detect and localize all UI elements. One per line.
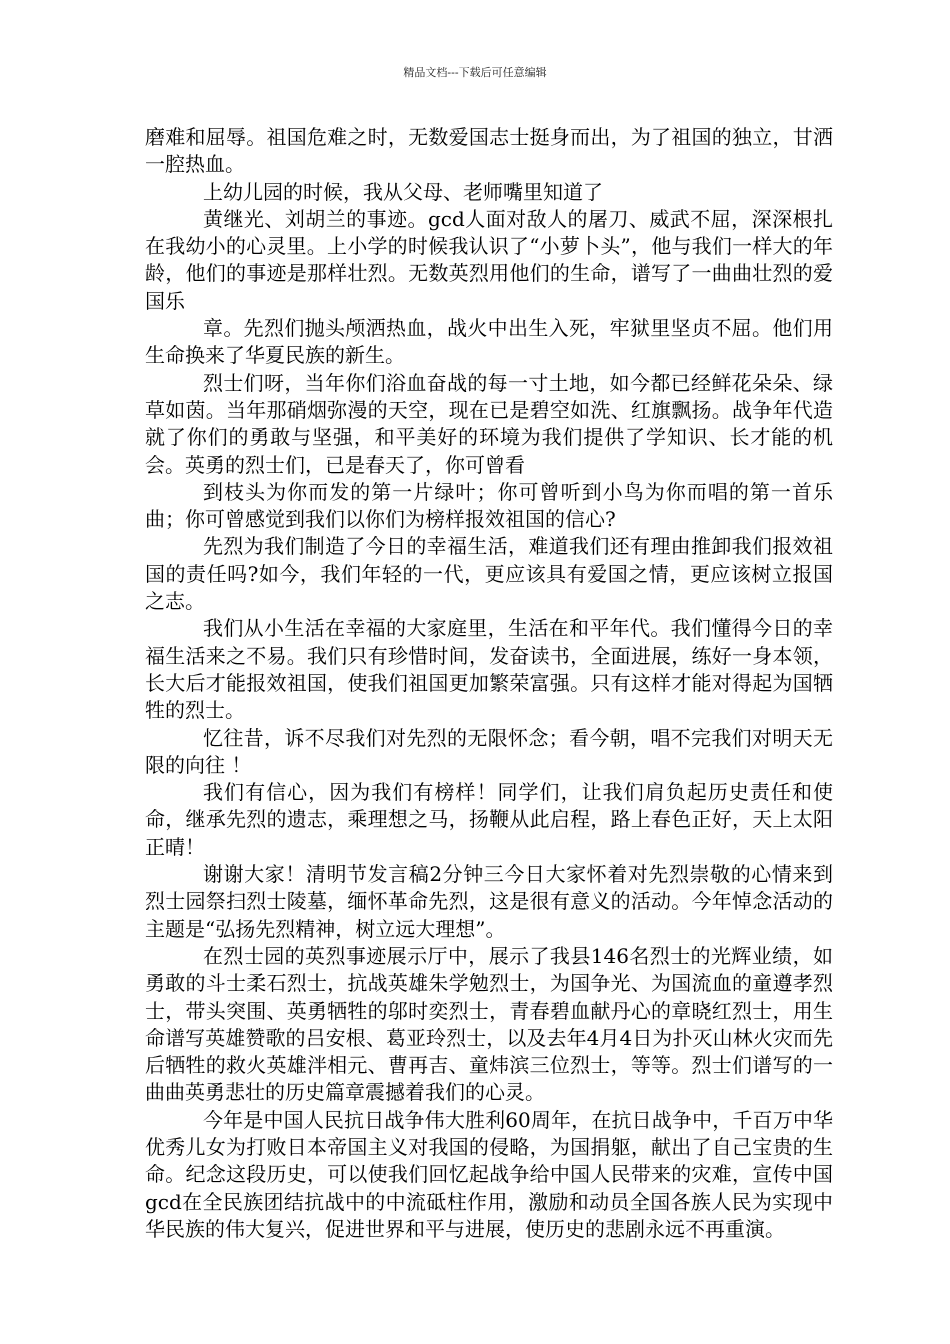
paragraph: 上幼儿园的时候，我从父母、老师嘴里知道了 — [203, 179, 603, 204]
paragraph: 到枝头为你而发的第一片绿叶；你可曾听到小鸟为你而唱的第一首乐曲；你可曾感觉到我们以你们为榜样报效祖国的信心? — [145, 479, 833, 532]
paragraph: 磨难和屈辱。祖国危难之时，无数爱国志士挺身而出，为了祖国的独立，甘洒一腔热血。 — [145, 125, 833, 177]
paragraph: 今年是中国人民抗日战争伟大胜利60周年，在抗日战争中，千百万中华优秀儿女为打败日本帝国主义对我国的侵略，为国捐躯，献出了自己宝贵的生命。纪念这段历史，可以使我们回忆起战争给中国人民带来的灾难，宣传中国gcd在全民族团结抗战中的中流砥柱作用，激励和动员全国各族人民为实现中华民族的伟大复兴，促进世界和平与进展，使历史的悲剧永远不再重演。 — [145, 1107, 833, 1241]
paragraph: 烈士们呀，当年你们浴血奋战的每一寸土地，如今都已经鲜花朵朵、绿草如茵。当年那硝烟弥漫的天空，现在已是碧空如洗、红旗飘扬。战争年代造就了你们的勇敢与坚强，和平美好的环境为我们提供了学知识、长才能的机会。英勇的烈士们，已是春天了，你可曾看 — [145, 370, 833, 477]
paragraph: 忆往昔，诉不尽我们对先烈的无限怀念；看今朝，唱不完我们对明天无限的向往 ！ — [145, 725, 833, 777]
paragraph: 章。先烈们抛头颅洒热血，战火中出生入死，牢狱里坚贞不屈。他们用生命换来了华夏民族的新生。 — [145, 316, 833, 368]
paragraph: 谢谢大家！清明节发言稿2分钟三今日大家怀着对先烈崇敬的心情来到烈士园祭扫烈士陵墓，缅怀革命先烈，这是很有意义的活动。今年悼念活动的主题是“弘扬先烈精神，树立远大理想”。 — [145, 862, 833, 941]
document-body — [145, 124, 833, 1243]
paragraph: 黄继光、刘胡兰的事迹。gcd人面对敌人的屠刀、威武不屈，深深根扎在我幼小的心灵里。上小学的时候我认识了“小萝卜头”，他与我们一样大的年龄，他们的事迹是那样壮烈。无数英烈用他们的生命，谱写了一曲曲壮烈的爱国乐 — [145, 206, 833, 313]
page-header: 精品文档---下载后可任意编辑 — [403, 66, 547, 79]
paragraph: 我们有信心，因为我们有榜样！同学们，让我们肩负起历史责任和使命，继承先烈的遗志，乘理想之马，扬鞭从此启程，路上春色正好，天上太阳正晴！ — [145, 780, 833, 859]
paragraph: 先烈为我们制造了今日的幸福生活，难道我们还有理由推卸我们报效祖国的责任吗?如今，我们年轻的一代，更应该具有爱国之情，更应该树立报国之志。 — [145, 534, 833, 614]
paragraph: 在烈士园的英烈事迹展示厅中，展示了我县146名烈士的光辉业绩，如勇敢的斗士柔石烈士，抗战英雄朱学勉烈士，为国争光、为国流血的童遵孝烈士，带头突围、英勇牺牲的邬时奕烈士，青春碧血献丹心的章晓红烈士，用生命谱写英雄赞歌的吕安根、葛亚玲烈士，以及去年4月4日为扑灭山林火灾而先后牺牲的救火英雄泮相元、曹再吉、童炜滨三位烈士，等等。烈士们谱写的一曲曲英勇悲壮的历史篇章震撼着我们的心灵。 — [145, 943, 833, 1105]
paragraph: 我们从小生活在幸福的大家庭里，生活在和平年代。我们懂得今日的幸福生活来之不易。我们只有珍惜时间，发奋读书，全面进展，练好一身本领，长大后才能报效祖国，使我们祖国更加繁荣富强。只有这样才能对得起为国牺牲的烈士。 — [145, 616, 833, 723]
